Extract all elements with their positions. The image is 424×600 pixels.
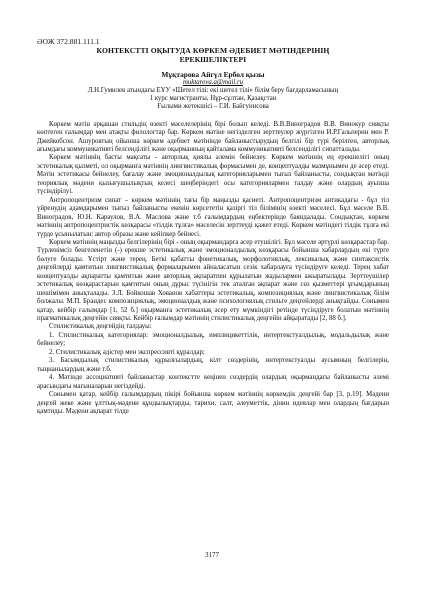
author-name: Мұқтарова Айгүл Ербол қызы xyxy=(161,70,265,79)
body-paragraph: Көркем мәтін әрқашан стильдің өзекті мәселелерінің бірі болып келеді. В.В.Виноградов В.В. Винокур сияқты көптеген ғалымдар мен атақты филологтар бар. Көркем мәтіне негізделген зерттеулер жүргізген И.Р.Гальперин мен Р. Джейкобсон. Ашуровтың ойынша көркем әдебиет мәтінінде байланыстырудың белгілі бір түрі берілген, авторлық ағымдағы коммуникативті белсенділігі және оқырманның қайталама коммуникативті белсенділігі сипатталады. xyxy=(37,120,389,153)
affiliation-line-1: Л.Н.Гумилев атындағы ЕҰУ «Шетел тілі: екі шетел тілі» білім беру бағдарламасының xyxy=(87,87,339,94)
body-paragraph: Стилистикалық деңгейдің талдауы: xyxy=(49,323,152,331)
udc-code: ӘОЖ 372.881.111.1 xyxy=(37,37,100,46)
author-email[interactable]: muktarova.a@mail.ru xyxy=(183,79,243,86)
page-number: 3177 xyxy=(205,551,219,559)
body-paragraph: Сонымен қатар, кейбір ғалымдардың пікірі бойынша көркем мәтіннің көркемдік деңгейі бар [3, p.19]. Мәдени деңгей жеке және ұлттық-мәдени құндылықтарды, тарихи, салт, әлеуметтік, дінин идеялар мен олардың бағдарын қамтиды. Мәдени ақпарат тілде xyxy=(37,391,389,416)
paper-title-line-2: ЕРЕКШЕЛІКТЕРІ xyxy=(179,55,247,64)
paper-title-line-1: КОНТЕКСТТІ ОҚЫТУДА КӨРКЕМ ӘДЕБИЕТ МӘТІНДЕРІНІҢ xyxy=(96,46,330,55)
body-paragraph: Антропоцентризм сипат – көркем мәтіннің тағы бір маңызды қасиеті. Антропоцентризм антикадағы - бұл тіл үйренудің адамдарымен тығыз байланысты екенін көрсететін қазіргі тіл білімінің өзекті мәселесі. Бұл мәселе В.В. Виноградов, Ю.Н. Караулов, В.А. Маслова және т.б ғалымдардың еңбектерінде баяндалады. Сондықтан, көркем мәтіннің антропоцентристік көзқарасы «тілдік тұлға» мәселесін зерттеуді қажет етеді. Көркем мәтіндегі тілдік тұлға екі түрде ұсынылатын: автор образы және кейіпкер бейнесі. xyxy=(37,196,389,238)
list-item: 2. Стилистикалық әдістер мен экспрессивті құралдар; xyxy=(49,348,205,356)
list-item: 4. Мәтінде ассоциативті байланыстар контекстте кеңінен сөздердің олардың оқырмандағы байланысты әлемі арасындағы мағыналарын негіздейді. xyxy=(37,374,389,390)
list-item: 1. Стилистикалық категориялар: эмоционалдылық, имплицикеттілік, интертекстуалдылық, модальдылық және бейнелеу; xyxy=(37,331,389,348)
paper-page xyxy=(37,37,389,416)
supervisor-line: Ғылыми жетекшісі – Г.И. Байгунисова xyxy=(157,103,269,111)
body-paragraph: Көркем мәтіннің маңызды белгілерінің бірі - оның оқырмандарға әсер етушілігі. Бұл мәселе әртүрлі көзқарастар бар. Түрленімсіз бенгеленетін (-) ерекше эстетикалық және эмоционалдылық көзқарасы бойынша хабарлардың екі түрге бөлуге болады. Ұстірт және терең. Беткі қабатты фонетикалық, морфологиялық, лексикалық және синтаксистік деңгейлерді қамтитын лингвистикалық формаларымен айналасатын сезік хабарлауға түсіндіруге келеді. Терең хабат концептуалды ақпаратты қамтитын және авторлық ақпаратпен құрылатын жадылармен ажыратылады. Зерттеушілер эстетикалық көзқарастарын қамтитын оның дұрыс түсінігін тек аталған ақпарат және сөз қызметтері ұғымдарының шешімімен анықталады. З.Л. Бойкошав Хованов хабаттеры эстетикалық, композициялық және лингвистикалық білім болжалы. М.П. Брандес композициялық, эмоционалдық және психологиялық стильге деңгейлерді анықтайды. Сонымен қатар, кейбір ғалымдар [1, 52 б.] оқырманға эстетикалық әсер ету мүмкіндігі ретінде түсіндіруге болатын мәтіннің прагматикалық деңгейін сияқты. Кейбір ғалымдар мәтіннің стилистикалық деңгейін айқыратады [2, 88 б.]. xyxy=(37,238,389,323)
paper-body xyxy=(37,121,389,417)
list-item: 3. Басымдылық стилистикалық құрылғылардың, кілт сөздерінің, интертекстуалды аусымның белгілерін, тыңнанылардың және т.б. xyxy=(37,357,389,373)
body-paragraph: Көркем мәтіннің басты мақсаты - авторлық қиялы әлемін бейнелеу. Көркем мәтіннің ең ерекшелігі оның эстетикалық қызметі, ол оқырманға мәтіннің лингвистикалық формасымен де, концептуалды мазмұнымен де әсер етеді. Мәтін эстетикасы бейнелеу, бағалау және эмоционалдылық категорияларымен тығыз байланысты, сондықтан мәтінді теориялық мәдени қызығушылықтың келесі шеңберіндегі осы категориялармен талдау және олардың ауызша түсіндірілуі. xyxy=(37,154,389,196)
affiliation-line-2: 1 курс магистранты, Нұр-сұлтан, Қазақстан xyxy=(149,95,277,103)
